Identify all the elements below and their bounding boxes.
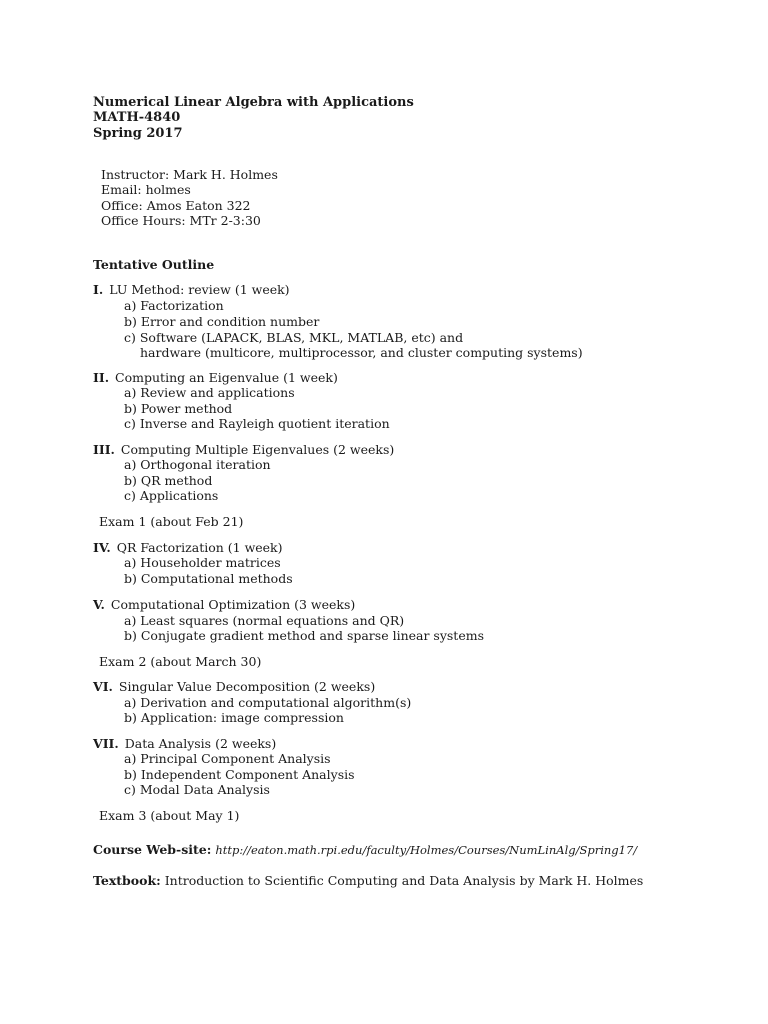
section-heading-2	[93, 370, 338, 385]
textbook-label: Textbook:	[93, 873, 161, 888]
website-url[interactable]: http://eaton.math.rpi.edu/faculty/Holmes/Courses/NumLinAlg/Spring17/	[215, 843, 638, 857]
section-item: a) Review and applications	[124, 385, 295, 400]
section-item: a) Factorization	[124, 298, 224, 313]
section-title: QR Factorization (1 week)	[116, 540, 283, 555]
section-heading-1	[93, 282, 290, 297]
section-item: a) Derivation and computational algorithm(s)	[124, 695, 412, 710]
section-numeral: I.	[93, 282, 104, 297]
section-numeral: VII.	[93, 736, 119, 751]
course-title: Numerical Linear Algebra with Applications	[93, 95, 414, 110]
section-item: b) Application: image compression	[124, 710, 344, 725]
section-item: a) Householder matrices	[124, 555, 281, 570]
section-item: b) Computational methods	[124, 571, 293, 586]
section-item: b) Independent Component Analysis	[124, 767, 355, 782]
course-code: MATH-4840	[93, 110, 181, 125]
section-numeral: V.	[93, 597, 105, 612]
section-item: a) Orthogonal iteration	[124, 457, 271, 472]
section-heading-7	[93, 736, 276, 751]
course-website	[93, 842, 637, 858]
office-line: Office: Amos Eaton 322	[101, 198, 251, 213]
section-title: Computing Multiple Eigenvalues (2 weeks)	[120, 442, 395, 457]
section-item: c) Applications	[124, 488, 219, 503]
section-numeral: IV.	[93, 540, 111, 555]
section-heading-6	[93, 679, 375, 694]
section-title: LU Method: review (1 week)	[109, 282, 290, 297]
section-numeral: VI.	[93, 679, 113, 694]
course-term: Spring 2017	[93, 126, 183, 141]
section-item: hardware (multicore, multiprocessor, and cluster computing systems)	[140, 345, 583, 360]
section-title: Singular Value Decomposition (2 weeks)	[118, 679, 376, 694]
section-item: b) QR method	[124, 473, 213, 488]
website-label: Course Web-site:	[93, 842, 212, 857]
section-title: Data Analysis (2 weeks)	[124, 736, 277, 751]
section-heading-5	[93, 597, 355, 612]
section-item: b) Conjugate gradient method and sparse linear systems	[124, 628, 484, 643]
section-numeral: III.	[93, 442, 115, 457]
section-title: Computational Optimization (3 weeks)	[110, 597, 356, 612]
section-item: a) Least squares (normal equations and QR)	[124, 613, 405, 628]
exam-line: Exam 1 (about Feb 21)	[99, 514, 244, 529]
exam-line: Exam 3 (about May 1)	[99, 808, 240, 823]
office-hours-line: Office Hours: MTr 2-3:30	[101, 213, 261, 228]
section-item: b) Power method	[124, 401, 233, 416]
section-numeral: II.	[93, 370, 110, 385]
section-item: c) Modal Data Analysis	[124, 782, 270, 797]
exam-line: Exam 2 (about March 30)	[99, 654, 262, 669]
section-item: c) Software (LAPACK, BLAS, MKL, MATLAB, etc) and	[124, 330, 464, 345]
section-heading-3	[93, 442, 394, 457]
section-heading-4	[93, 540, 283, 555]
section-item: c) Inverse and Rayleigh quotient iteration	[124, 416, 390, 431]
outline-heading: Tentative Outline	[93, 257, 215, 272]
instructor-line: Instructor: Mark H. Holmes	[101, 167, 278, 182]
textbook-line	[93, 873, 643, 888]
section-title: Computing an Eigenvalue (1 week)	[115, 370, 338, 385]
email-line: Email: holmes	[101, 182, 191, 197]
textbook-value: Introduction to Scientific Computing and Data Analysis by Mark H. Holmes	[164, 873, 644, 888]
section-item: b) Error and condition number	[124, 314, 320, 329]
section-item: a) Principal Component Analysis	[124, 751, 331, 766]
